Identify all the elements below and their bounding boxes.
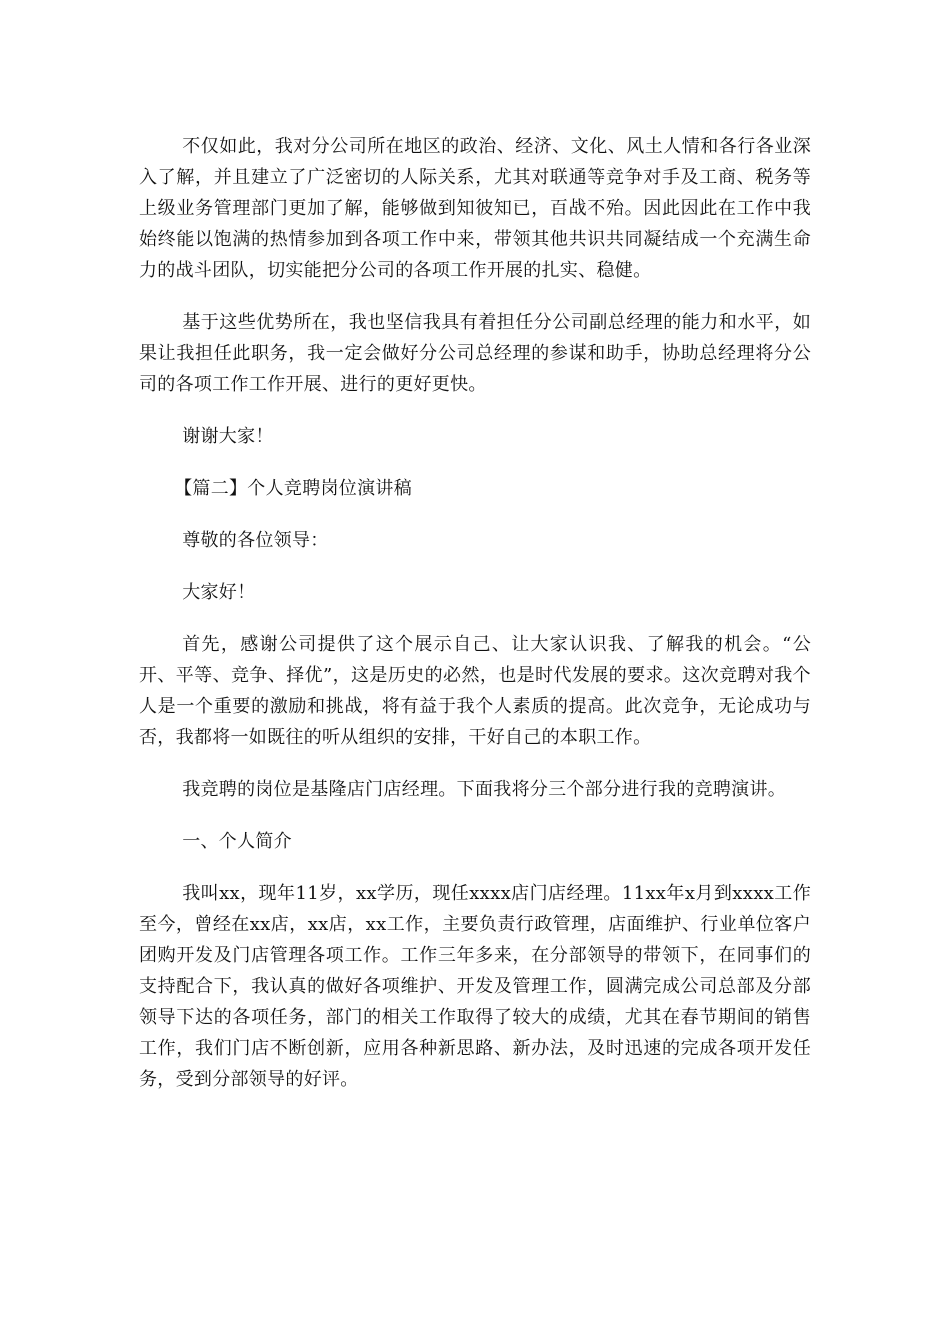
paragraph-position: 我竞聘的岗位是基隆店门店经理。下面我将分三个部分进行我的竞聘演讲。 [182,779,787,800]
paragraph-greeting: 大家好！ [182,582,256,603]
paragraph-salutation: 尊敬的各位领导： [182,530,329,551]
paragraph-personal-details: 我叫xx，现年11岁，xx学历，现任xxxx店门店经理。11xx年x月到xxxx工作至今，曾经在xx店，xx店，xx工作，主要负责行政管理，店面维护、行业单位客户团购开发及门店管理各项工作。工作三年多来，在分部领导的带领下，在同事们的支持配合下，我认真的做好各项维护、开发及管理工作，圆满完成公司总部及分部领导下达的各项任务，部门的相关工作取得了较大的成绩，尤其在春节期间的销售工作，我们门店不断创新，应用各种新思路、新办法，及时迅速的完成各项开发任务，受到分部领导的好评。 [139,883,811,1090]
paragraph-intro: 首先，感谢公司提供了这个展示自己、让大家认识我、了解我的机会。“公开、平等、竞争、择优”，这是历史的必然，也是时代发展的要求。这次竞聘对我个人是一个重要的激励和挑战，将有益于我个人素质的提高。此次竞争，无论成功与否，我都将一如既往的听从组织的安排，干好自己的本职工作。 [139,634,811,748]
document-body [139,131,811,1116]
subheading-personal-intro: 一、个人简介 [182,831,292,852]
paragraph-local-knowledge: 不仅如此，我对分公司所在地区的政治、经济、文化、风土人情和各行各业深入了解，并且建立了广泛密切的人际关系，尤其对联通等竞争对手及工商、税务等上级业务管理部门更加了解，能够做到知彼知已，百战不殆。因此因此在工作中我始终能以饱满的热情参加到各项工作中来，带领其他共识共同凝结成一个充满生命力的战斗团队，切实能把分公司的各项工作开展的扎实、稳健。 [139,136,811,281]
paragraph-confidence: 基于这些优势所在，我也坚信我具有着担任分公司副总经理的能力和水平，如果让我担任此职务，我一定会做好分公司总经理的参谋和助手，协助总经理将分公司的各项工作工作开展、进行的更好更快。 [139,312,811,395]
section-title: 【篇二】个人竞聘岗位演讲稿 [174,478,412,499]
paragraph-thanks: 谢谢大家！ [182,426,274,447]
